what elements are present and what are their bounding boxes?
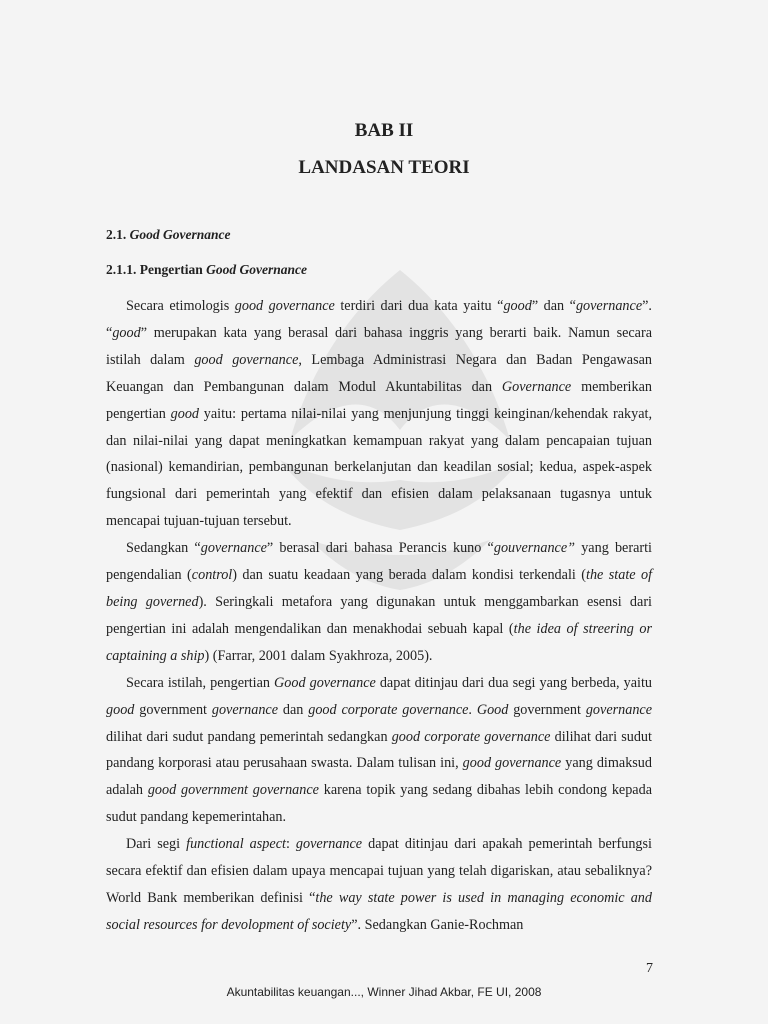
paragraph-4 [106, 831, 652, 939]
text-run: Good governance [274, 674, 376, 691]
text-run: functional aspect [186, 836, 286, 853]
text-run: gouvernance” [493, 540, 576, 557]
text-run: the way state power is used in managing economic and social resources for devolopment of society [106, 889, 652, 933]
text-run: ) dan suatu keadaan yang berada dalam kondisi terkendali ( [232, 567, 586, 584]
text-run: governance [295, 836, 363, 853]
text-run: ”. Sedangkan Ganie-Rochman [351, 916, 524, 933]
text-run: dilihat dari sudut pandang korporasi atau perusahaan swasta. Dalam tulisan ini, [106, 728, 652, 772]
text-run: Good [476, 701, 509, 718]
text-run: governance [211, 701, 279, 718]
text-run: the idea of streering or captaining a ship [106, 620, 652, 664]
page-number: 7 [646, 961, 653, 976]
section-title: Good Governance [206, 262, 307, 277]
text-run: dilihat dari sudut pandang pemerintah sedangkan [106, 728, 392, 745]
text-run: good [170, 405, 200, 422]
section-heading-2-1-1 [106, 262, 307, 278]
text-run: governance [200, 540, 267, 557]
text-run: Sedangkan “ [126, 540, 201, 557]
text-run: ” berasal dari bahasa Perancis kuno “ [266, 540, 494, 557]
text-run: karena topik yang sedang dibahas lebih condong kepada sudut pandang kepemerintahan. [106, 782, 652, 826]
text-run: government [508, 701, 586, 718]
text-run: yang berarti pengendalian ( [106, 540, 652, 584]
page-footer: Akuntabilitas keuangan..., Winner Jihad Akbar, FE UI, 2008 [226, 985, 542, 999]
paragraph-3 [106, 670, 652, 831]
paragraph-1 [106, 293, 652, 535]
text-run: yang dimaksud adalah [106, 755, 652, 799]
text-run: terdiri dari dua kata yaitu “ [334, 298, 504, 314]
text-run: good governance [194, 351, 299, 368]
text-run: memberikan pengertian [106, 378, 652, 422]
text-run: dapat ditinjau dari dua segi yang berbeda, yaitu [375, 674, 652, 691]
text-run: Secara istilah, pengertian [126, 674, 275, 691]
section-number: 2.1. [106, 227, 127, 242]
section-number: 2.1.1. Pengertian [106, 262, 203, 277]
text-run: : [285, 836, 296, 853]
text-run: good governance [234, 298, 335, 314]
text-run: good corporate governance [308, 701, 469, 718]
text-run: governance [575, 298, 643, 314]
text-run: dapat ditinjau dari apakah pemerintah berfungsi secara efektif dan efisien dalam upaya mencapai tujuan yang telah digariskan, atau sebaliknya? World Bank memberikan definisi “ [106, 836, 652, 906]
text-run: . [468, 701, 477, 718]
text-run: ” merupakan kata yang berasal dari bahasa inggris yang berarti baik. Namun secara istilah dalam [106, 324, 652, 368]
text-run: governance [585, 701, 653, 718]
section-title: Good Governance [129, 227, 231, 242]
text-run: ”. “ [106, 298, 652, 341]
text-run: the state of being governed [106, 567, 653, 610]
section-heading-2-1 [106, 227, 231, 243]
text-run: good [503, 298, 532, 314]
text-run: ” dan “ [531, 298, 576, 314]
text-run: yaitu: pertama nilai-nilai yang menjunjung tinggi keinginan/kehendak rakyat, dan nilai-nilai yang dapat meningkatkan kemampuan rakyat yang dalam pencapaian tujuan (nasional) kemandirian, pembangunan berkelanjutan dan keadilan sosial; kedua, aspek-aspek fungsional dari pemerintah yang efektif dan efisien dalam pelaksanaan tugasnya untuk mencapai tujuan-tujuan tersebut. [106, 405, 652, 530]
text-run: government [134, 701, 212, 718]
text-run: dan [278, 701, 309, 718]
text-run: good [112, 324, 141, 341]
body-text [106, 293, 652, 939]
text-run: Dari segi [126, 836, 187, 853]
text-run: ). Seringkali metafora yang digunakan untuk menggambarkan esensi dari pengertian ini adalah mengendalikan dan menakhodai sebuah kapal ( [106, 593, 652, 637]
text-run: good [106, 701, 135, 718]
text-run: ) (Farrar, 2001 dalam Syakhroza, 2005). [204, 647, 433, 664]
text-run: Governance [501, 378, 572, 395]
text-run: good government governance [147, 782, 319, 799]
text-run: good corporate governance [391, 728, 551, 745]
chapter-number: BAB II [354, 120, 414, 141]
paragraph-2 [106, 535, 652, 670]
text-run: good governance [462, 755, 562, 772]
text-run: Secara etimologis [126, 298, 235, 314]
text-run: , Lembaga Administrasi Negara dan Badan Pengawasan Keuangan dan Pembangunan dalam Modul Akuntabilitas dan [106, 351, 652, 395]
text-run: control [191, 567, 233, 584]
chapter-title: LANDASAN TEORI [298, 157, 470, 178]
